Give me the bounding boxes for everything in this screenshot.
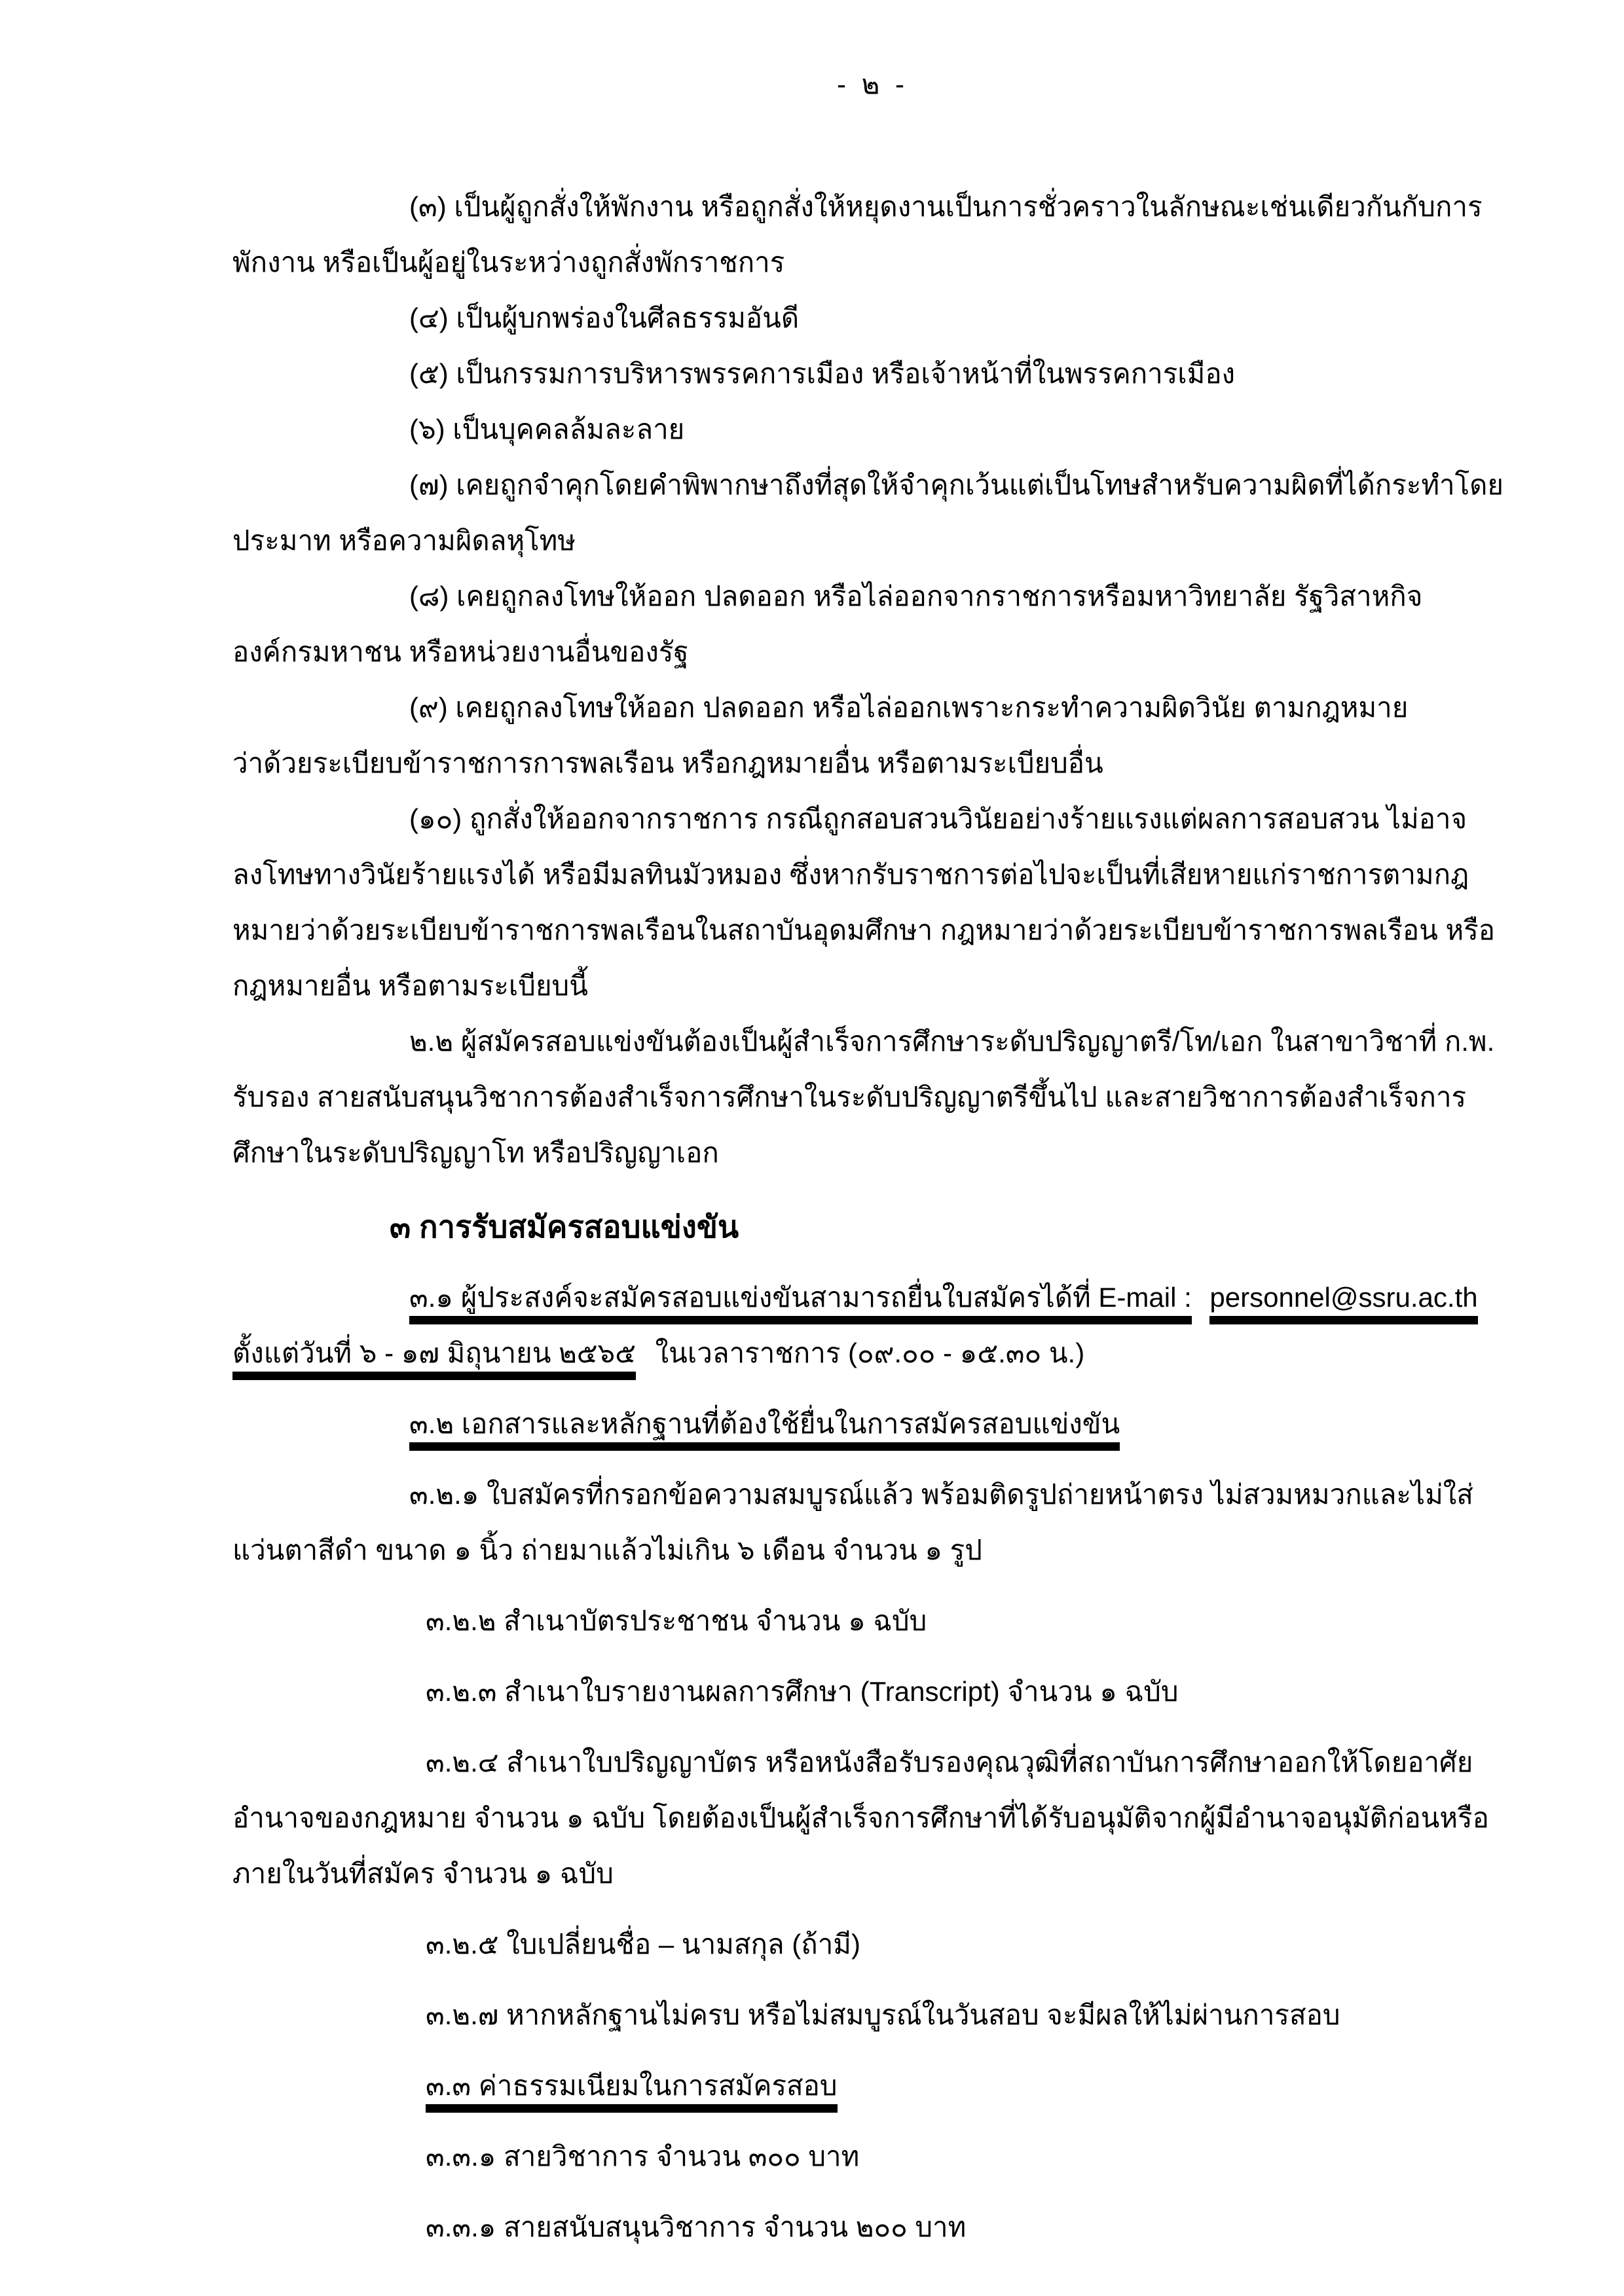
- clause-3-1-line-1: [409, 1269, 1478, 1325]
- clause-3-2-3: ๓.๒.๓ สำเนาใบรายงานผลการศึกษา (Transcript) จำนวน ๑ ฉบับ: [426, 1676, 1179, 1707]
- clause-3-2-heading-text: ๓.๒ เอกสารและหลักฐานที่ต้องใช้ยื่นในการสมัครสอบแข่งขัน: [409, 1408, 1120, 1451]
- section-3-heading: ๓ การรับสมัครสอบแข่งขัน: [390, 1209, 739, 1244]
- email-address: personnel@ssru.ac.th: [1209, 1282, 1477, 1324]
- clause-3-3-1-support: ๓.๓.๑ สายสนับสนุนวิชาการ จำนวน ๒๐๐ บาท: [426, 2212, 967, 2242]
- clause-3-2-1-line-1: ๓.๒.๑ ใบสมัครที่กรอกข้อความสมบูรณ์แล้ว พร้อมติดรูปถ่ายหน้าตรง ไม่สวมหมวกและไม่ใส่: [409, 1479, 1473, 1510]
- clause-8-line-2: องค์กรมหาชน หรือหน่วยงานอื่นของรัฐ: [232, 636, 689, 667]
- clause-10-line-4: กฎหมายอื่น หรือตามระเบียบนี้: [232, 970, 588, 1001]
- clause-4: (๔) เป็นผู้บกพร่องในศีลธรรมอันดี: [409, 302, 800, 333]
- clause-8-line-1: (๘) เคยถูกลงโทษให้ออก ปลดออก หรือไล่ออกจากราชการหรือมหาวิทยาลัย รัฐวิสาหกิจ: [409, 581, 1423, 611]
- clause-3-2-2: ๓.๒.๒ สำเนาบัตรประชาชน จำนวน ๑ ฉบับ: [426, 1605, 927, 1636]
- clause-7-line-2: ประมาท หรือความผิดลหุโทษ: [232, 525, 576, 556]
- clause-3-3-heading: [426, 2058, 1428, 2113]
- clause-3-line-1: (๓) เป็นผู้ถูกสั่งให้พักงาน หรือถูกสั่งให้หยุดงานเป็นการชั่วคราวในลักษณะเช่นเดียวกันกับการ: [409, 191, 1483, 222]
- clause-3-2-5: ๓.๒.๕ ใบเปลี่ยนชื่อ – นามสกุล (ถ้ามี): [426, 1929, 860, 1959]
- clause-2-2-line-2: รับรอง สายสนับสนุนวิชาการต้องสำเร็จการศึกษาในระดับปริญญาตรีขึ้นไป และสายวิชาการต้องสำเร็จการ: [232, 1082, 1467, 1112]
- clause-3-1-line-2: [232, 1325, 1428, 1381]
- clause-3-2-heading: [409, 1396, 1428, 1451]
- clause-3-2-4-line-2: อำนาจของกฎหมาย จำนวน ๑ ฉบับ โดยต้องเป็นผู้สำเร็จการศึกษาที่ได้รับอนุมัติจากผู้มีอำนาจอนุมัติก่อนหรือ: [232, 1802, 1489, 1833]
- clause-6: (๖) เป็นบุคคลล้มละลาย: [409, 414, 685, 445]
- clause-9-line-2: ว่าด้วยระเบียบข้าราชการการพลเรือน หรือกฎหมายอื่น หรือตามระเบียบอื่น: [232, 748, 1103, 778]
- clause-9-line-1: (๙) เคยถูกลงโทษให้ออก ปลดออก หรือไล่ออกเพราะกระทำความผิดวินัย ตามกฎหมาย: [409, 692, 1409, 723]
- clause-3-3-heading-text: ๓.๓ ค่าธรรมเนียมในการสมัครสอบ: [426, 2070, 838, 2113]
- clause-3-line-2: พักงาน หรือเป็นผู้อยู่ในระหว่างถูกสั่งพักราชการ: [232, 247, 785, 278]
- clause-3-2-1-line-2: แว่นตาสีดำ ขนาด ๑ นิ้ว ถ่ายมาแล้วไม่เกิน ๖ เดือน จำนวน ๑ รูป: [232, 1535, 982, 1565]
- clause-10-line-3: หมายว่าด้วยระเบียบข้าราชการพลเรือนในสถาบันอุดมศึกษา กฎหมายว่าด้วยระเบียบข้าราชการพลเรือน หรือ: [232, 915, 1496, 945]
- clause-3-1-underlined-text: ๓.๑ ผู้ประสงค์จะสมัครสอบแข่งขันสามารถยื่นใบสมัครได้ที่ E-mail :: [409, 1282, 1192, 1324]
- clause-3-2-4-line-3: ภายในวันที่สมัคร จำนวน ๑ ฉบับ: [232, 1858, 614, 1889]
- clause-2-2-line-3: ศึกษาในระดับปริญญาโท หรือปริญญาเอก: [232, 1137, 719, 1168]
- clause-2-2-line-1: ๒.๒ ผู้สมัครสอบแข่งขันต้องเป็นผู้สำเร็จการศึกษาระดับปริญญาตรี/โท/เอก ในสาขาวิชาที่ ก.พ.: [409, 1026, 1495, 1057]
- clause-10-line-2: ลงโทษทางวินัยร้ายแรงได้ หรือมีมลทินมัวหมอง ซึ่งหากรับราชการต่อไปจะเป็นที่เสียหายแก่ราชการตามกฎ: [232, 859, 1469, 890]
- clause-3-2-7: ๓.๒.๗ หากหลักฐานไม่ครบ หรือไม่สมบูรณ์ในวันสอบ จะมีผลให้ไม่ผ่านการสอบ: [426, 1999, 1340, 2030]
- clause-5: (๕) เป็นกรรมการบริหารพรรคการเมือง หรือเจ้าหน้าที่ในพรรคการเมือง: [409, 358, 1236, 389]
- clause-7-line-1: (๗) เคยถูกจำคุกโดยคำพิพากษาถึงที่สุดให้จำคุกเว้นแต่เป็นโทษสำหรับความผิดที่ได้กระทำโดย: [409, 469, 1504, 500]
- clause-10-line-1: (๑๐) ถูกสั่งให้ออกจากราชการ กรณีถูกสอบสวนวินัยอย่างร้ายแรงแต่ผลการสอบสวน ไม่อาจ: [409, 803, 1467, 834]
- office-hours-text: ในเวลาราชการ (๐๙.๐๐ - ๑๕.๓๐ น.): [655, 1338, 1085, 1368]
- page-number: - ๒ -: [837, 69, 908, 100]
- clause-3-3-1-academic: ๓.๓.๑ สายวิชาการ จำนวน ๓๐๐ บาท: [426, 2141, 860, 2172]
- application-date-range: ตั้งแต่วันที่ ๖ - ๑๗ มิถุนายน ๒๕๖๕: [232, 1338, 636, 1380]
- clause-3-2-4-line-1: ๓.๒.๔ สำเนาใบปริญญาบัตร หรือหนังสือรับรองคุณวุฒิที่สถาบันการศึกษาออกให้โดยอาศัย: [426, 1747, 1473, 1777]
